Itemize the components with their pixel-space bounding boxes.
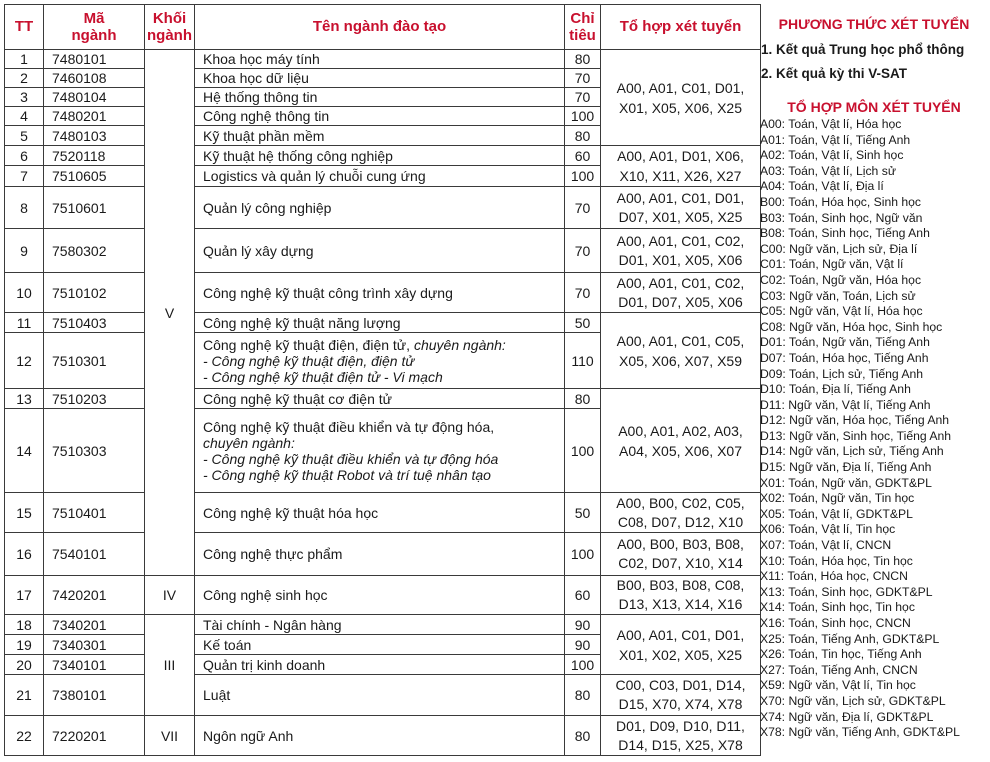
major-name-line: - Công nghệ kỹ thuật điều khiển và tự động hóa [203, 450, 499, 467]
quota: 60 [565, 146, 601, 166]
combination-item: X10: Toán, Hóa học, Tin học [760, 553, 913, 568]
table-row [5, 576, 761, 615]
major-name [195, 533, 565, 576]
major-name-line: Công nghệ kỹ thuật cơ điện tử [203, 390, 392, 407]
table-row [5, 229, 761, 273]
major-code: 7520118 [44, 146, 145, 166]
major-name [195, 107, 565, 126]
combination-line: D01, D09, D10, D11, [616, 717, 745, 734]
major-name-line: Kế toán [203, 636, 252, 653]
major-group: V [145, 50, 195, 576]
quota: 110 [565, 333, 601, 389]
quota: 70 [565, 69, 601, 88]
major-group: VII [145, 716, 195, 756]
quota: 90 [565, 635, 601, 655]
row-number: 1 [5, 50, 44, 69]
row-number: 18 [5, 615, 44, 635]
row-number: 4 [5, 107, 44, 126]
major-name-line: chuyên ngành: [203, 434, 295, 451]
methods-list [758, 38, 990, 86]
combination-item: C08: Ngữ văn, Hóa học, Sinh học [760, 319, 943, 334]
combinations-title: TỔ HỢP MÔN XÉT TUYỂN [787, 99, 961, 115]
major-name-line: Công nghệ thông tin [203, 108, 330, 124]
quota: 80 [565, 126, 601, 146]
row-number: 22 [5, 716, 44, 756]
major-name-line: Quản lý công nghiệp [203, 199, 332, 216]
combination-item: B08: Toán, Sinh học, Tiếng Anh [760, 226, 930, 241]
header-combinations: Tổ hợp xét tuyển [601, 5, 761, 50]
header-group-line1: Khối [152, 10, 187, 27]
combination-line: X01, X05, X06, X25 [619, 99, 742, 116]
combination-item: X25: Toán, Tiếng Anh, GDKT&PL [760, 631, 940, 646]
combination-item: X11: Toán, Hóa học, CNCN [760, 569, 908, 584]
major-name [195, 716, 565, 756]
combination-line: A00, A01, C01, C02, [616, 232, 745, 249]
major-name-line: Ngôn ngữ Anh [203, 727, 294, 744]
methods-title: PHƯƠNG THỨC XÉT TUYỂN [778, 16, 970, 32]
major-name [195, 333, 565, 389]
major-name-line: - Công nghệ kỹ thuật Robot và trí tuệ nhân tạo [203, 466, 491, 483]
combination-item: X70: Ngữ văn, Lịch sử, GDKT&PL [760, 693, 946, 708]
combination-line: D01, X01, X05, X06 [618, 251, 743, 268]
major-name-line: Công nghệ sinh học [203, 587, 328, 603]
combination-codes [601, 533, 761, 576]
major-name [195, 187, 565, 229]
row-number: 13 [5, 389, 44, 409]
major-name-line: Công nghệ thực phẩm [203, 546, 343, 562]
combination-item: X74: Ngữ văn, Địa lí, GDKT&PL [760, 709, 934, 724]
combination-line: C02, D07, X10, X14 [618, 555, 743, 571]
major-name [195, 576, 565, 615]
major-group: IV [145, 576, 195, 615]
quota: 70 [565, 229, 601, 273]
major-code: 7510403 [44, 313, 145, 333]
header-tt: TT [5, 5, 44, 50]
major-code: 7540101 [44, 533, 145, 576]
major-code: 7340101 [44, 655, 145, 675]
table-row [5, 675, 761, 716]
quota: 100 [565, 533, 601, 576]
combination-line: X01, X02, X05, X25 [619, 646, 742, 663]
header-group [145, 5, 195, 50]
combination-item: B00: Toán, Hóa học, Sinh học [760, 194, 922, 209]
combination-line: D15, X70, X74, X78 [618, 696, 743, 712]
major-name [195, 146, 565, 166]
quota: 100 [565, 409, 601, 493]
combination-line: C00, C03, D01, D14, [615, 677, 746, 693]
combination-line: B00, B03, B08, C08, [616, 577, 745, 593]
major-name-line: Luật [203, 687, 231, 703]
major-name [195, 313, 565, 333]
combination-codes [601, 273, 761, 313]
quota: 100 [565, 107, 601, 126]
combination-item: D11: Ngữ văn, Vật lí, Tiếng Anh [760, 397, 931, 412]
combination-line: A00, B00, C02, C05, [616, 494, 745, 511]
combination-item: D14: Ngữ văn, Lịch sử, Tiếng Anh [760, 444, 944, 459]
major-name-italic-tail: chuyên ngành: [413, 336, 506, 353]
combination-line: A00, A01, C01, D01, [616, 626, 745, 643]
major-name-line: Công nghệ kỹ thuật năng lượng [203, 314, 401, 331]
major-name [195, 88, 565, 107]
combination-line: A00, A01, C01, C02, [616, 274, 745, 291]
row-number: 15 [5, 493, 44, 533]
major-code: 7480101 [44, 50, 145, 69]
major-code: 7380101 [44, 675, 145, 716]
combination-line: C08, D07, D12, X10 [617, 513, 744, 530]
major-name [195, 126, 565, 146]
row-number: 14 [5, 409, 44, 493]
major-name-line: Quản lý xây dựng [203, 242, 314, 259]
combination-item: B03: Toán, Sinh học, Ngữ văn [760, 210, 923, 225]
combination-item: X13: Toán, Sinh học, GDKT&PL [760, 584, 933, 599]
major-name [195, 273, 565, 313]
table-row [5, 50, 761, 69]
major-name [195, 409, 565, 493]
combination-codes [601, 493, 761, 533]
method-item: 2. Kết quả kỳ thi V-SAT [761, 66, 908, 81]
row-number: 16 [5, 533, 44, 576]
combination-item: X06: Toán, Vật lí, Tin học [760, 522, 896, 537]
major-name-line: Logistics và quản lý chuỗi cung ứng [203, 168, 426, 184]
header-quota-line2: tiêu [569, 27, 596, 44]
quota: 70 [565, 273, 601, 313]
major-code: 7510605 [44, 166, 145, 187]
major-code: 7510203 [44, 389, 145, 409]
combination-item: X05: Toán, Vật lí, GDKT&PL [760, 506, 913, 521]
combination-item: A03: Toán, Vật lí, Lịch sử [760, 163, 896, 178]
combination-codes [601, 146, 761, 187]
combination-line: D01, D07, X05, X06 [618, 293, 743, 310]
major-name [195, 655, 565, 675]
header-quota-line1: Chỉ [570, 10, 595, 27]
row-number: 19 [5, 635, 44, 655]
header-code-line1: Mã [83, 10, 105, 27]
major-code: 7460108 [44, 69, 145, 88]
quota: 80 [565, 716, 601, 756]
header-quota [565, 5, 601, 50]
row-number: 11 [5, 313, 44, 333]
quota: 90 [565, 615, 601, 635]
combinations-list [758, 117, 990, 741]
table-row [5, 187, 761, 229]
combination-item: C03: Ngữ văn, Toán, Lịch sử [760, 288, 916, 303]
major-code: 7510401 [44, 493, 145, 533]
major-code: 7510601 [44, 187, 145, 229]
combination-item: D12: Ngữ văn, Hóa học, Tiếng Anh [760, 413, 950, 428]
combination-item: X78: Ngữ văn, Tiếng Anh, GDKT&PL [760, 725, 960, 740]
table-row [5, 533, 761, 576]
combination-codes [601, 313, 761, 389]
combination-line: A00, B00, B03, B08, [617, 536, 744, 552]
combination-item: C00: Ngữ văn, Lịch sử, Địa lí [760, 241, 918, 256]
combination-codes [601, 50, 761, 146]
row-number: 2 [5, 69, 44, 88]
combination-item: X07: Toán, Vật lí, CNCN [760, 538, 892, 553]
combination-codes [601, 615, 761, 675]
combination-line: A00, A01, C01, C05, [616, 332, 745, 349]
major-name [195, 615, 565, 635]
combination-line: A00, A01, D01, X06, [617, 148, 744, 164]
admissions-table [4, 4, 761, 756]
quota: 70 [565, 187, 601, 229]
table-row [5, 273, 761, 313]
combination-item: D13: Ngữ văn, Sinh học, Tiếng Anh [760, 428, 952, 443]
combination-item: C02: Toán, Ngữ văn, Hóa học [760, 272, 922, 287]
table-row [5, 615, 761, 635]
major-code: 7510301 [44, 333, 145, 389]
header-row [5, 5, 761, 50]
combination-codes [601, 675, 761, 716]
header-major-code [44, 5, 145, 50]
major-name [195, 229, 565, 273]
table-row [5, 146, 761, 166]
combination-item: D10: Toán, Địa lí, Tiếng Anh [760, 382, 911, 397]
row-number: 3 [5, 88, 44, 107]
major-code: 7480103 [44, 126, 145, 146]
combination-codes [601, 187, 761, 229]
combination-item: D07: Toán, Hóa học, Tiếng Anh [760, 350, 929, 365]
major-code: 7420201 [44, 576, 145, 615]
combination-item: X14: Toán, Sinh học, Tin học [760, 600, 915, 615]
major-name-line: Khoa học máy tính [203, 51, 320, 67]
major-name [195, 493, 565, 533]
quota: 50 [565, 493, 601, 533]
side-panel [758, 4, 990, 741]
combination-item: D09: Toán, Lịch sử, Tiếng Anh [760, 366, 924, 381]
combination-item: X16: Toán, Sinh học, CNCN [760, 616, 911, 630]
combination-item: A02: Toán, Vật lí, Sinh học [760, 148, 904, 163]
combination-item: D01: Toán, Ngữ văn, Tiếng Anh [760, 335, 930, 350]
combination-codes [601, 389, 761, 493]
major-name [195, 389, 565, 409]
combination-line: A00, A01, A02, A03, [618, 422, 743, 439]
major-name-line: Kỹ thuật phần mềm [203, 127, 325, 144]
quota: 80 [565, 675, 601, 716]
combination-item: C01: Toán, Ngữ văn, Vật lí [760, 257, 904, 272]
header-major-name: Tên ngành đào tạo [195, 5, 565, 50]
major-name [195, 635, 565, 655]
major-name-line: - Công nghệ kỹ thuật điện tử - Vi mạch [203, 368, 443, 385]
major-name-line: Quản trị kinh doanh [203, 656, 326, 673]
combination-line: D07, X01, X05, X25 [618, 208, 743, 225]
combination-item: X27: Toán, Tiếng Anh, CNCN [760, 662, 918, 677]
row-number: 20 [5, 655, 44, 675]
row-number: 8 [5, 187, 44, 229]
combination-line: A04, X05, X06, X07 [619, 442, 742, 459]
combination-codes [601, 576, 761, 615]
major-code: 7480201 [44, 107, 145, 126]
quota: 80 [565, 50, 601, 69]
row-number: 17 [5, 576, 44, 615]
table-row [5, 389, 761, 409]
combination-item: X02: Toán, Ngữ văn, Tin học [760, 491, 915, 506]
table-row [5, 313, 761, 333]
major-code: 7580302 [44, 229, 145, 273]
combination-item: X26: Toán, Tin học, Tiếng Anh [760, 647, 922, 662]
combination-item: A00: Toán, Vật lí, Hóa học [760, 117, 902, 131]
major-code: 7220201 [44, 716, 145, 756]
combination-codes [601, 716, 761, 756]
quota: 100 [565, 166, 601, 187]
combination-item: D15: Ngữ văn, Địa lí, Tiếng Anh [760, 460, 932, 475]
major-name-line: - Công nghệ kỹ thuật điện, điện tử [203, 352, 415, 369]
combination-line: D14, D15, X25, X78 [618, 736, 743, 753]
major-name-line: Khoa học dữ liệu [203, 70, 309, 86]
header-code-line2: ngành [71, 27, 117, 44]
major-code: 7340301 [44, 635, 145, 655]
quota: 100 [565, 655, 601, 675]
row-number: 7 [5, 166, 44, 187]
combination-codes [601, 229, 761, 273]
quota: 50 [565, 313, 601, 333]
combination-item: A04: Toán, Vật lí, Địa lí [760, 179, 884, 194]
combination-line: D13, X13, X14, X16 [618, 596, 743, 612]
combination-item: A01: Toán, Vật lí, Tiếng Anh [760, 132, 911, 147]
major-name-line: Công nghệ kỹ thuật điện, điện tử, chuyên ngành: [203, 336, 506, 353]
combination-line: A00, A01, C01, D01, [616, 79, 745, 96]
major-name-line: Tài chính - Ngân hàng [203, 616, 342, 633]
row-number: 6 [5, 146, 44, 166]
major-code: 7510102 [44, 273, 145, 313]
major-name [195, 69, 565, 88]
combination-line: A00, A01, C01, D01, [616, 189, 745, 206]
combination-line: X05, X06, X07, X59 [619, 352, 742, 369]
table-row [5, 493, 761, 533]
row-number: 9 [5, 229, 44, 273]
quota: 60 [565, 576, 601, 615]
major-name-line: Công nghệ kỹ thuật công trình xây dựng [203, 284, 453, 301]
combination-item: C05: Ngữ văn, Vật lí, Hóa học [760, 304, 923, 319]
major-code: 7480104 [44, 88, 145, 107]
major-name-line: Kỹ thuật hệ thống công nghiệp [203, 147, 393, 164]
major-name [195, 50, 565, 69]
row-number: 5 [5, 126, 44, 146]
combination-item: X01: Toán, Ngữ văn, GDKT&PL [760, 475, 932, 490]
major-name [195, 675, 565, 716]
major-code: 7510303 [44, 409, 145, 493]
major-name [195, 166, 565, 187]
quota: 80 [565, 389, 601, 409]
combination-item: X59: Ngữ văn, Vật lí, Tin học [760, 678, 916, 693]
quota: 70 [565, 88, 601, 107]
header-group-line2: ngành [147, 27, 192, 44]
row-number: 10 [5, 273, 44, 313]
major-name-line: Hệ thống thông tin [203, 89, 318, 105]
method-item: 1. Kết quả Trung học phổ thông [761, 42, 965, 57]
combination-line: X10, X11, X26, X27 [619, 168, 742, 184]
row-number: 21 [5, 675, 44, 716]
table-row [5, 716, 761, 756]
major-code: 7340201 [44, 615, 145, 635]
major-name-line: Công nghệ kỹ thuật hóa học [203, 504, 379, 521]
major-name-line: Công nghệ kỹ thuật điều khiển và tự động hóa, [203, 418, 495, 435]
major-group: III [145, 615, 195, 716]
row-number: 12 [5, 333, 44, 389]
